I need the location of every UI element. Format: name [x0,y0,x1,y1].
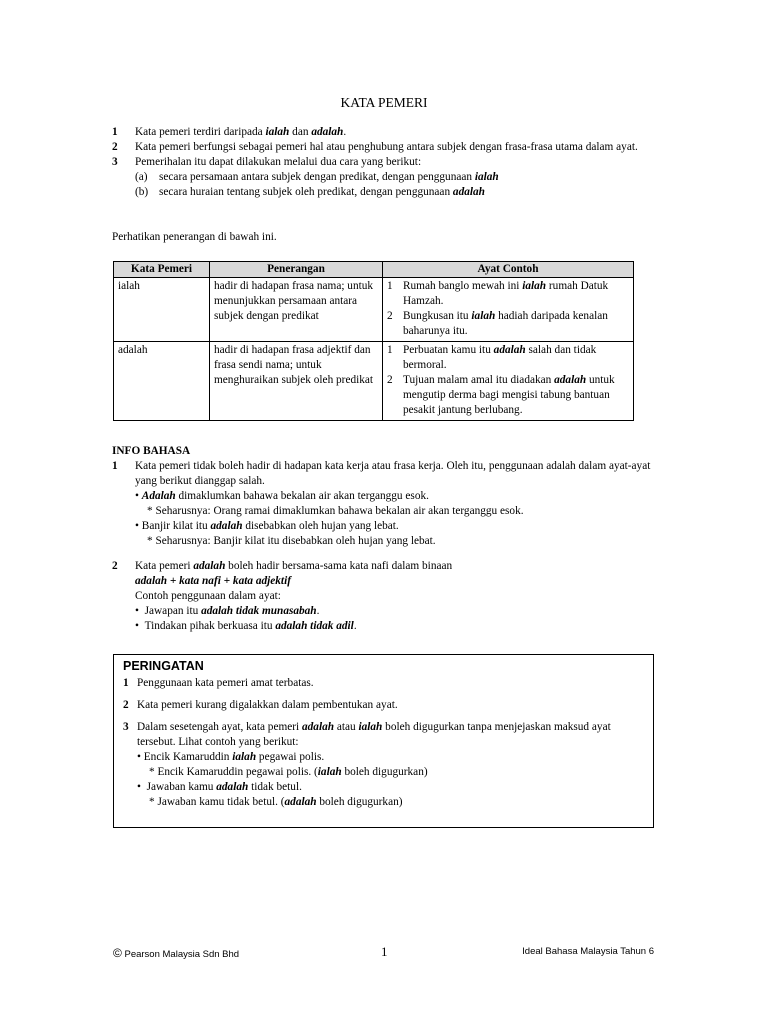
keyword: adalah [216,781,249,793]
intro-item-1 [112,125,657,140]
examples-cell [383,342,634,421]
keyword: adalah tidak adil [275,620,354,632]
example [387,309,629,339]
keyword: ialah [232,751,257,763]
example-text: Bungkusan itu [403,310,472,322]
keyword: adalah [193,560,226,572]
correction-text: * Encik Kamaruddin pegawai polis. (ialah boleh digugurkan) [149,766,428,778]
item-text: Kata pemeri terdiri daripada [135,126,266,138]
desc-cell: hadir di hadapan frasa nama; untuk menunjukkan persamaan antara subjek dengan predikat [210,278,383,342]
example-number: 2 [387,310,393,322]
bullet-text: Banjir kilat itu [141,520,211,532]
publisher-text: Pearson Malaysia Sdn Bhd [124,949,240,960]
keyword: adalah [452,186,485,198]
item-number: 1 [112,460,118,472]
keyword: adalah [554,374,587,386]
word-cell: adalah [114,342,210,421]
example [387,343,629,373]
bullet-text: . [316,605,320,617]
item-number: 2 [112,560,118,572]
sub-label: (b) [135,186,149,198]
copyright-icon: © [113,946,122,960]
box-item-3 [123,720,644,810]
example-text: Perbuatan kamu itu [403,344,494,356]
bullet-text: Jawaban kamu [146,781,217,793]
bullet-text: Tindakan pihak berkuasa itu [144,620,276,632]
page-footer [113,944,654,960]
example-text: salah dan tidak bermoral. [403,344,597,371]
keyword: Adalah [141,490,176,502]
table-row [114,342,634,421]
bullet-item: • Jawapan itu adalah tidak munasabah. [135,605,320,617]
item-number: 1 [123,677,129,689]
keyword: adalah tidak munasabah [201,605,317,617]
bullet-item: • Jawaban kamu adalah tidak betul. [137,781,302,793]
example-number: 2 [387,374,393,386]
item-text: Dalam sesetengah ayat, kata pemeri [137,721,302,733]
sub-text: secara huraian tentang subjek oleh predikat, dengan penggunaan [159,186,453,198]
correction-text: * Seharusnya: Banjir kilat itu disebabkan oleh hujan yang lebat. [147,535,436,547]
keyword: ialah [358,721,383,733]
example-text: rumah Datuk Hamzah. [403,280,609,307]
column-header: Ayat Contoh [383,262,634,278]
word-cell: ialah [114,278,210,342]
item-text: Kata pemeri [135,560,194,572]
bullet-item: • Adalah dimaklumkan bahawa bekalan air akan terganggu esok. [135,490,429,502]
keyword: ialah [522,280,547,292]
example-text: Rumah banglo mewah ini [403,280,523,292]
intro-list [112,125,657,200]
item-text: Penggunaan kata pemeri amat terbatas. [137,677,314,689]
item-text: Pemerihalan itu dapat dilakukan melalui dua cara yang berikut: [135,156,422,168]
keyword: ialah [317,766,342,778]
peringatan-box [113,654,654,828]
box-item-1 [123,676,644,691]
example [387,279,629,309]
box-heading: PERINGATAN [123,659,204,673]
keyword: ialah [471,310,496,322]
bullet-text: Jawapan itu [144,605,202,617]
item-text: boleh hadir bersama-sama kata nafi dalam binaan [225,560,453,572]
keyword: adalah [302,721,335,733]
page-number: 1 [381,944,388,959]
bullet-item: • Encik Kamaruddin ialah pegawai polis. [137,751,325,763]
bullet-item: • Tindakan pihak berkuasa itu adalah tidak adil. [135,620,357,632]
bullet-item: • Banjir kilat itu adalah disebabkan oleh hujan yang lebat. [135,520,399,532]
info-item-2 [112,559,657,634]
column-header: Kata Pemeri [114,262,210,278]
item-text: Kata pemeri tidak boleh hadir di hadapan kata kerja atau frasa kerja. Oleh itu, penggunaan adalah dalam ayat-ayat yang berikut dianggap salah. [135,460,651,487]
note-text: Perhatikan penerangan di bawah ini. [112,231,277,243]
correction-text: * Jawaban kamu tidak betul. (adalah boleh digugurkan) [149,796,403,808]
bullet-text: pegawai polis. [256,751,325,763]
item-number: 1 [112,126,118,138]
sub-item-a [135,170,657,185]
item-number: 2 [123,699,129,711]
keyword: ialah [265,126,290,138]
correction-text: * Seharusnya: Orang ramai dimaklumkan bahawa bekalan air akan terganggu esok. [147,505,524,517]
example-text: hadiah daripada kenalan baharunya itu. [403,310,608,337]
sub-item-b [135,185,657,200]
bullet-text: tidak betul. [248,781,302,793]
intro-item-2 [112,140,657,155]
item-number: 3 [112,156,118,168]
bullet-text: disebabkan oleh hujan yang lebat. [242,520,399,532]
info-bahasa-section [112,444,657,634]
section-heading: INFO BAHASA [112,445,191,457]
column-header: Penerangan [210,262,383,278]
example-number: 1 [387,280,393,292]
item-text: . [343,126,347,138]
sub-label: (a) [135,171,148,183]
example-text: untuk mengutip derma bagi mengisi tabung bantuan pesakit jantung berlubang. [403,374,615,416]
example-number: 1 [387,344,393,356]
table-row [114,278,634,342]
box-item-2 [123,698,644,713]
item-number: 2 [112,141,118,153]
keyword: adalah [210,520,243,532]
bullet-text: . [353,620,357,632]
example-text: Tujuan malam amal itu diadakan [403,374,555,386]
item-text: dan [289,126,312,138]
keyword: ialah [474,171,499,183]
explanation-table [113,261,634,421]
item-text: Kata pemeri berfungsi sebagai pemeri hal atau penghubung antara subjek dengan frasa-frasa utama dalam ayat. [135,141,638,153]
item-text: atau [334,721,359,733]
table-header-row [114,262,634,278]
info-item-1 [112,459,657,549]
contoh-label: Contoh penggunaan dalam ayat: [135,590,281,602]
desc-cell: hadir di hadapan frasa adjektif dan frasa sendi nama; untuk menghuraikan subjek oleh predikat [210,342,383,421]
keyword: adalah [284,796,317,808]
book-title: Ideal Bahasa Malaysia Tahun 6 [522,946,654,957]
item-text: Kata pemeri kurang digalakkan dalam pembentukan ayat. [137,699,398,711]
item-text: boleh digugurkan tanpa menjejaskan maksud ayat tersebut. Lihat contoh yang berikut: [137,721,611,748]
bullet-text: dimaklumkan bahawa bekalan air akan terganggu esok. [175,490,429,502]
keyword: adalah [311,126,344,138]
item-number: 3 [123,721,129,733]
page-title: KATA PEMERI [340,95,428,110]
formula-text: adalah + kata nafi + kata adjektif [135,575,291,587]
sub-text: secara persamaan antara subjek dengan predikat, dengan penggunaan [159,171,475,183]
intro-item-3 [112,155,657,200]
bullet-text: Encik Kamaruddin [143,751,233,763]
examples-cell [383,278,634,342]
keyword: adalah [493,344,526,356]
example [387,373,629,418]
